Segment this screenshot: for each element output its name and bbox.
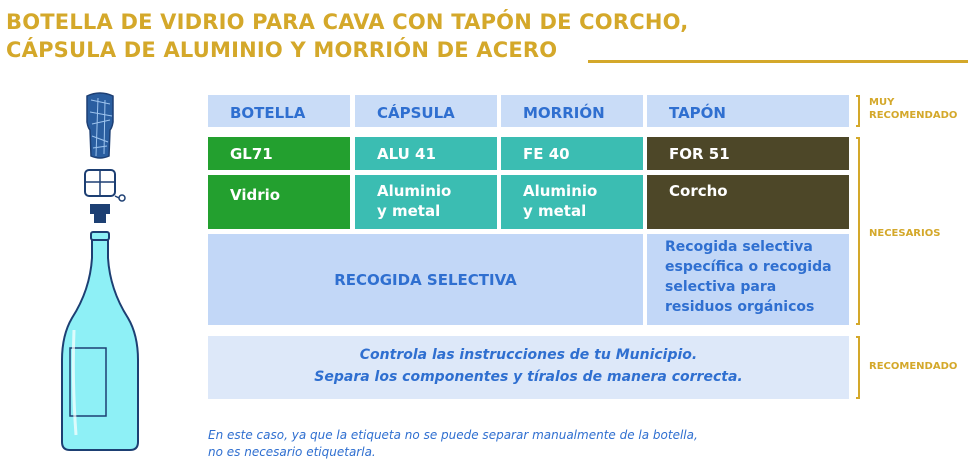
- bracket-muy-recomendado: [856, 95, 860, 127]
- bottle-illustration: [60, 90, 150, 460]
- footnote: [208, 427, 808, 461]
- recogida-tapon-line2: específica o recogida: [665, 259, 832, 275]
- material-tapon-line1: Corcho: [669, 182, 728, 200]
- page-title: [6, 8, 706, 64]
- muselet-icon: [90, 204, 110, 223]
- header-botella: BOTELLA: [208, 95, 350, 127]
- header-tapon: TAPÓN: [647, 95, 849, 127]
- title-underline: [588, 60, 968, 63]
- material-botella: [208, 175, 350, 229]
- cork-icon: [87, 93, 113, 158]
- material-morrion-line1: Aluminio: [523, 182, 598, 200]
- recommendation-line2: Separa los componentes y tíralos de manera correcta.: [314, 369, 743, 385]
- label-recomendado-top: RECOMENDADO: [869, 110, 958, 121]
- label-necesarios: NECESARIOS: [869, 228, 941, 239]
- label-muy-recomendado: [869, 96, 957, 122]
- footnote-line1: En este caso, ya que la etiqueta no se puede separar manualmente de la botella,: [208, 428, 698, 442]
- header-morrion: MORRIÓN: [501, 95, 643, 127]
- material-capsula-line2: y metal: [377, 202, 441, 220]
- recogida-tapon: [647, 234, 849, 325]
- title-line-2: CÁPSULA DE ALUMINIO Y MORRIÓN DE ACERO: [6, 38, 558, 62]
- material-capsula: [355, 175, 497, 229]
- material-morrion-line2: y metal: [523, 202, 587, 220]
- code-morrion: FE 40: [501, 137, 643, 170]
- material-tapon: [647, 175, 849, 229]
- recommendation-box: [208, 336, 849, 399]
- material-capsula-line1: Aluminio: [377, 182, 452, 200]
- glass-bottle-icon: [62, 232, 138, 450]
- material-morrion: [501, 175, 643, 229]
- code-tapon: FOR 51: [647, 137, 849, 170]
- capsule-icon: [85, 170, 125, 201]
- code-botella: GL71: [208, 137, 350, 170]
- label-recomendado: RECOMENDADO: [869, 361, 958, 372]
- recommendation-line1: Controla las instrucciones de tu Municipio.: [359, 347, 698, 363]
- bracket-recomendado: [856, 336, 860, 399]
- title-line-1: BOTELLA DE VIDRIO PARA CAVA CON TAPÓN DE CORCHO,: [6, 10, 689, 34]
- footnote-line2: no es necesario etiquetarla.: [208, 445, 376, 459]
- code-capsula: ALU 41: [355, 137, 497, 170]
- recogida-selectiva: RECOGIDA SELECTIVA: [208, 234, 643, 325]
- header-capsula: CÁPSULA: [355, 95, 497, 127]
- label-muy: MUY: [869, 97, 895, 108]
- bracket-necesarios: [856, 137, 860, 325]
- material-botella-line1: Vidrio: [230, 186, 281, 204]
- recogida-tapon-line4: residuos orgánicos: [665, 299, 815, 315]
- recogida-tapon-line3: selectiva para: [665, 279, 777, 295]
- recogida-tapon-line1: Recogida selectiva: [665, 239, 813, 255]
